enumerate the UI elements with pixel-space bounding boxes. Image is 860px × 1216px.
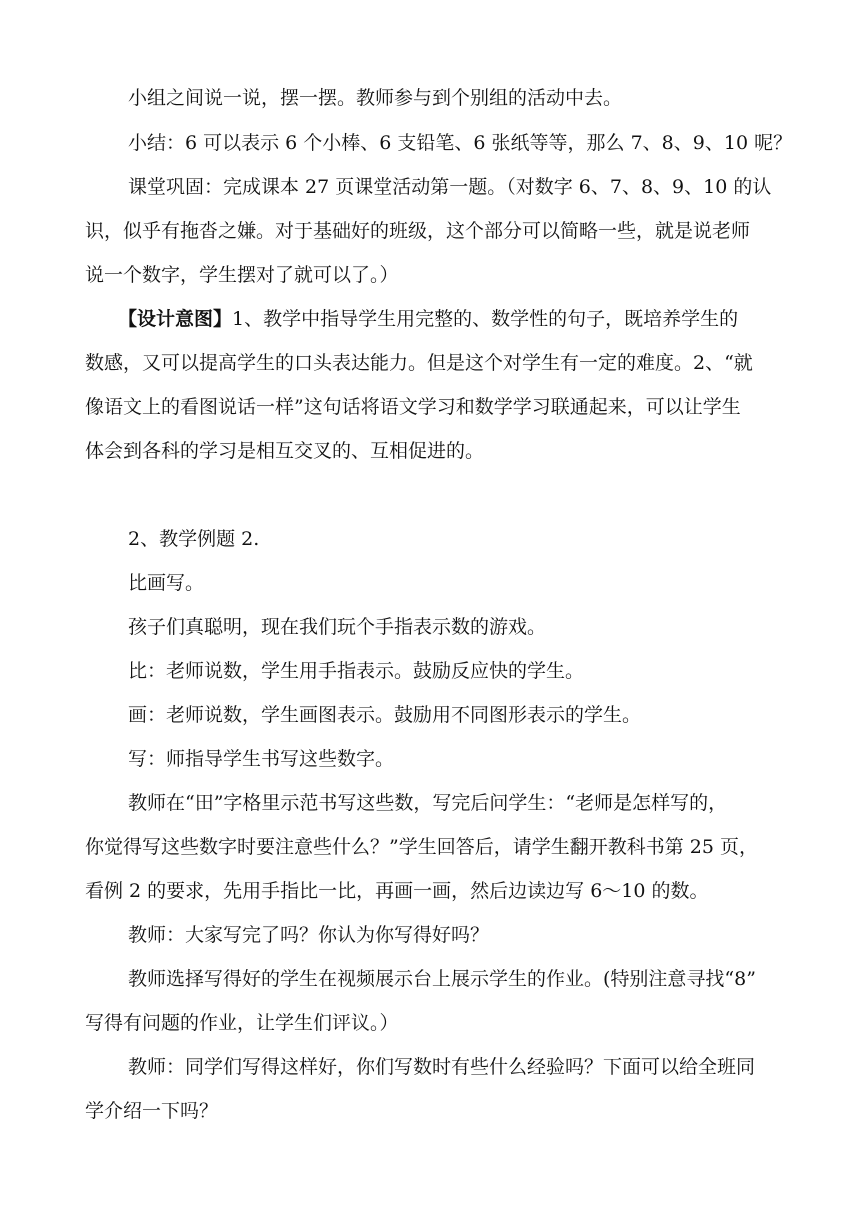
paragraph-line: 写得有问题的作业，让学生们评议。）: [85, 1012, 399, 1034]
paragraph-line: 教师：大家写完了吗？你认为你写得好吗？: [128, 924, 490, 946]
paragraph-line: 体会到各科的学习是相互交叉的、互相促进的。: [85, 440, 485, 462]
paragraph-line: 比画写。: [128, 572, 205, 594]
paragraph-line: 比：老师说数，学生用手指表示。鼓励反应快的学生。: [128, 660, 585, 682]
paragraph-line: 写：师指导学生书写这些数字。: [128, 748, 395, 770]
section-heading: 2、教学例题 2.: [128, 528, 260, 550]
paragraph-line: 识，似乎有拖沓之嫌。对于基础好的班级，这个部分可以简略一些，就是说老师: [85, 220, 751, 242]
paragraph-line: 课堂巩固：完成课本 27 页课堂活动第一题。（对数字 6、7、8、9、10 的认: [128, 176, 772, 198]
paragraph-line: 小组之间说一说，摆一摆。教师参与到个别组的活动中去。: [128, 87, 623, 109]
paragraph-line: 数感，又可以提高学生的口头表达能力。但是这个对学生有一定的难度。2、“就: [85, 352, 753, 374]
paragraph-line: 画：老师说数，学生画图表示。鼓励用不同图形表示的学生。: [128, 704, 642, 726]
paragraph-text: 1、教学中指导学生用完整的、数学性的句子，既培养学生的: [232, 308, 739, 330]
paragraph-line: 你觉得写这些数字时要注意些什么？”学生回答后，请学生翻开教科书第 25 页，: [85, 836, 758, 858]
paragraph-line: 教师在“田”字格里示范书写这些数，写完后问学生：“老师是怎样写的，: [128, 792, 728, 814]
paragraph-line: 学介绍一下吗？: [85, 1100, 219, 1122]
paragraph-line: 像语文上的看图说话一样”这句话将语文学习和数学学习联通起来，可以让学生: [85, 396, 741, 418]
design-intent-label: 【设计意图】: [118, 308, 233, 330]
paragraph-line: 小结：6 可以表示 6 个小棒、6 支铅笔、6 张纸等等，那么 7、8、9、10 呢？: [128, 132, 793, 154]
paragraph-line: 教师选择写得好的学生在视频展示台上展示学生的作业。(特别注意寻找“8”: [128, 968, 756, 990]
paragraph-line: [0, 307, 860, 331]
paragraph-line: 教师：同学们写得这样好，你们写数时有些什么经验吗？下面可以给全班同: [128, 1056, 756, 1078]
paragraph-line: 孩子们真聪明，现在我们玩个手指表示数的游戏。: [128, 616, 547, 638]
paragraph-line: 说一个数字，学生摆对了就可以了。）: [85, 264, 399, 286]
paragraph-line: 看例 2 的要求，先用手指比一比，再画一画，然后边读边写 6～10 的数。: [85, 880, 709, 902]
